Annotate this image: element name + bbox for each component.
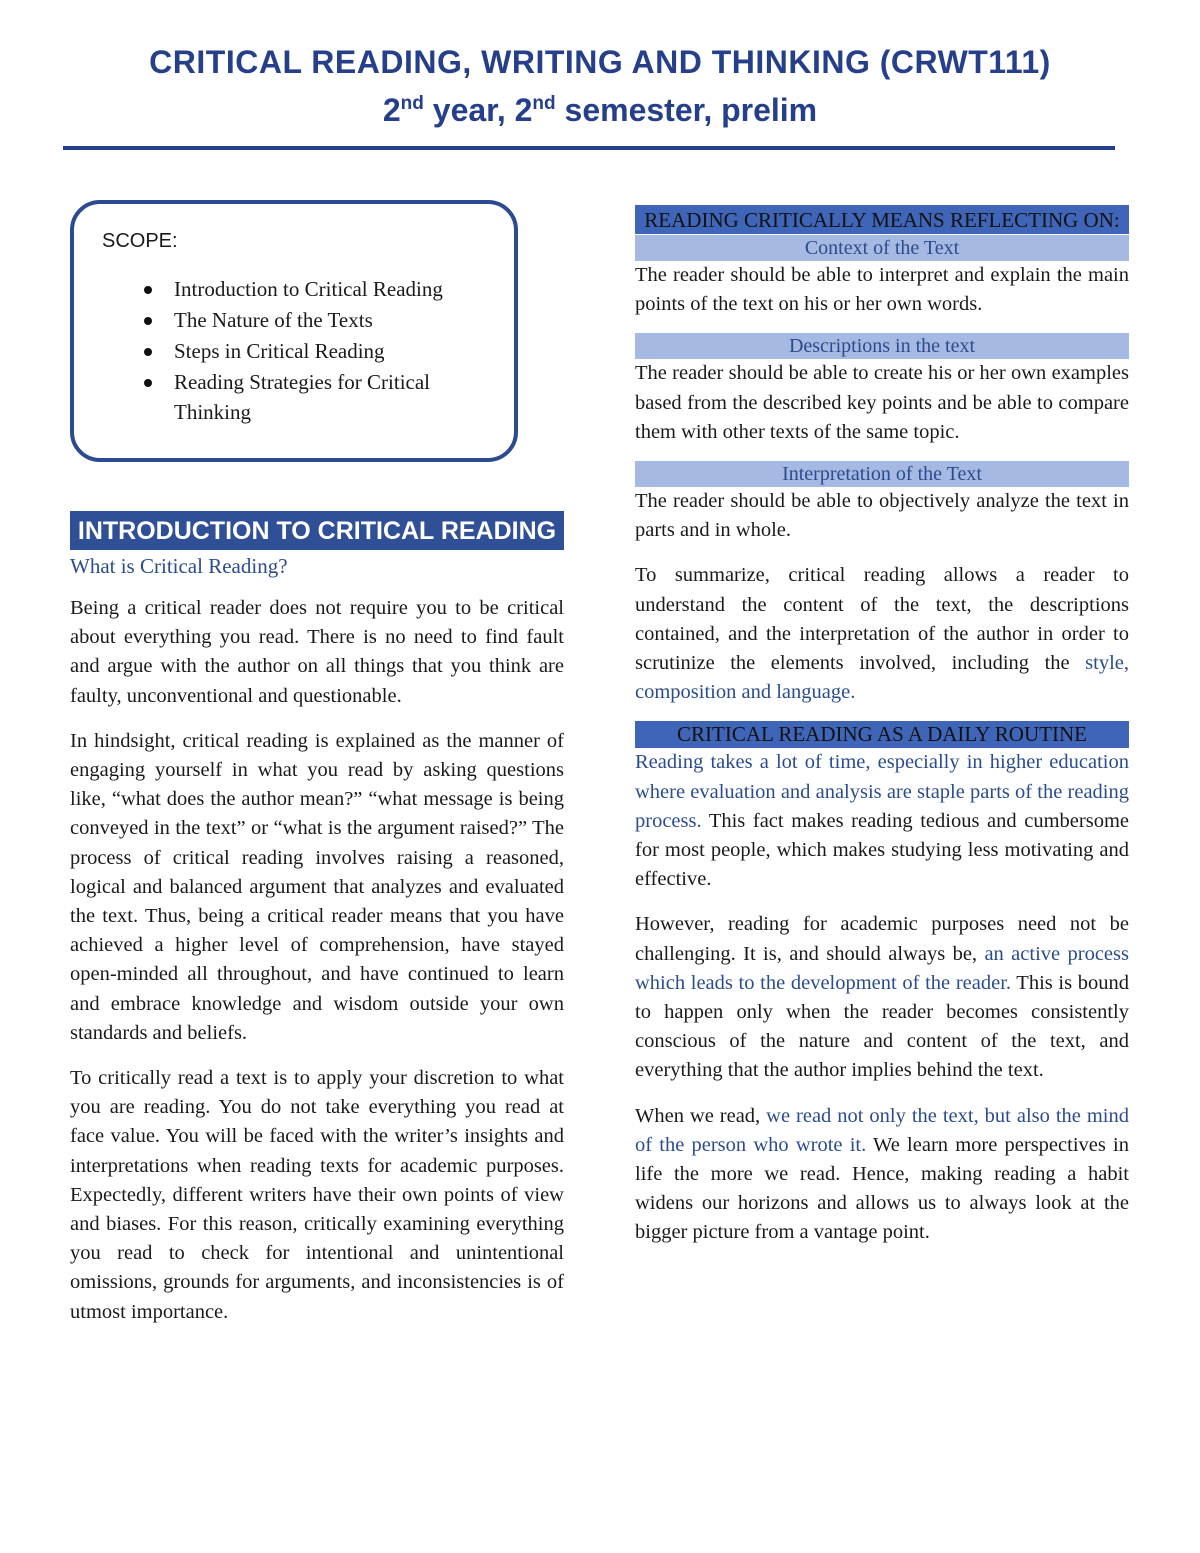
routine-p1-text: This fact makes reading tedious and cumbersome for most people, which makes studying less motivating and effective.	[635, 809, 1129, 891]
descriptions-text: The reader should be able to create his or her own examples based from the described key points and be able to compare them with other texts of the same topic.	[635, 362, 1129, 443]
context-text: The reader should be able to interpret and explain the main points of the text on his or her own words.	[635, 264, 1129, 316]
routine-p1-highlight: Reading takes a lot of time, especially in higher education where evaluation and analysis are staple parts of the reading process.	[635, 751, 1129, 832]
reflecting-heading: READING CRITICALLY MEANS REFLECTING ON:	[635, 205, 1129, 234]
year-suffix: nd	[400, 93, 424, 114]
scope-item: Reading Strategies for Critical Thinking	[174, 367, 504, 427]
right-column	[635, 205, 1129, 1264]
summary-paragraph	[635, 561, 1129, 707]
interpretation-label: Interpretation of the Text	[635, 461, 1129, 487]
routine-heading: CRITICAL READING AS A DAILY ROUTINE	[635, 721, 1129, 748]
routine-p3-lead: When we read,	[635, 1104, 767, 1127]
document-subtitle	[0, 84, 1200, 136]
scope-item: Steps in Critical Reading	[174, 336, 504, 366]
intro-paragraph-2: In hindsight, critical reading is explained as the manner of engaging yourself in what you read by asking questions like, “what does the author mean?” “what message is being conveyed in the text” or “what is the argument raised?” The process of critical reading involves raising a reasoned, logical and balanced argument that analyzes and evaluated the text. Thus, being a critical reader means that you have achieved a higher level of comprehension, have stayed open-minded all throughout, and have continued to learn and embrace knowledge and wisdom outside your own standards and beliefs.	[70, 729, 564, 1044]
descriptions-label: Descriptions in the text	[635, 333, 1129, 359]
routine-paragraph-2	[635, 910, 1129, 1085]
routine-p3-highlight: we read not only the text, but also the mind of the person who wrote it.	[635, 1104, 1129, 1156]
semester-word: semester, prelim	[555, 92, 818, 128]
year-number: 2	[382, 92, 401, 128]
document-title: CRITICAL READING, WRITING AND THINKING (CRWT111)	[149, 44, 1051, 80]
left-column	[70, 511, 564, 1343]
routine-paragraph-3	[635, 1102, 1129, 1248]
routine-p2-text: This is bound to happen only when the reader becomes consistently conscious of the nature and content of the text, and everything that the author implies behind the text.	[635, 971, 1129, 1082]
context-label: Context of the Text	[635, 235, 1129, 261]
scope-title: SCOPE:	[102, 230, 178, 252]
header-divider	[63, 146, 1115, 150]
routine-p2-lead: However, reading for academic purposes need not be challenging. It is, and should always be,	[635, 913, 1129, 965]
scope-item: The Nature of the Texts	[174, 305, 504, 335]
routine-p3-text: We learn more perspectives in life the more we read. Hence, making reading a habit widens our horizons and allows us to always look at the bigger picture from a vantage point.	[635, 1133, 1129, 1244]
intro-paragraph-1: Being a critical reader does not require you to be critical about everything you read. There is no need to find fault and argue with the author on all things that you think are faulty, unconventional and questionable.	[70, 597, 564, 707]
interpretation-text: The reader should be able to objectively analyze the text in parts and in whole.	[635, 490, 1129, 542]
document-header	[0, 40, 1200, 136]
routine-p2-highlight: an active process which leads to the development of the reader.	[635, 942, 1129, 994]
scope-item: Introduction to Critical Reading	[174, 274, 504, 304]
year-word: year,	[423, 92, 515, 128]
intro-subheading: What is Critical Reading?	[70, 554, 288, 578]
summary-highlight: style, composition and language.	[635, 652, 1129, 704]
semester-number: 2	[514, 92, 533, 128]
scope-list	[174, 274, 504, 428]
scope-box	[70, 200, 518, 462]
summary-text: To summarize, critical reading allows a reader to understand the content of the text, the descriptions contained, and the interpretation of the author in order to scrutinize the elements involved, including the	[635, 564, 1129, 675]
semester-suffix: nd	[532, 93, 556, 114]
intro-paragraph-3: To critically read a text is to apply your discretion to what you are reading. You do not take everything you read at face value. You will be faced with the writer’s insights and interpretations when reading texts for academic purposes. Expectedly, different writers have their own points of view and biases. For this reason, critically examining everything you read to check for intentional and unintentional omissions, grounds for arguments, and inconsistencies is of utmost importance.	[70, 1067, 564, 1323]
routine-paragraph-1	[635, 748, 1129, 894]
intro-heading: INTRODUCTION TO CRITICAL READING	[70, 511, 564, 550]
